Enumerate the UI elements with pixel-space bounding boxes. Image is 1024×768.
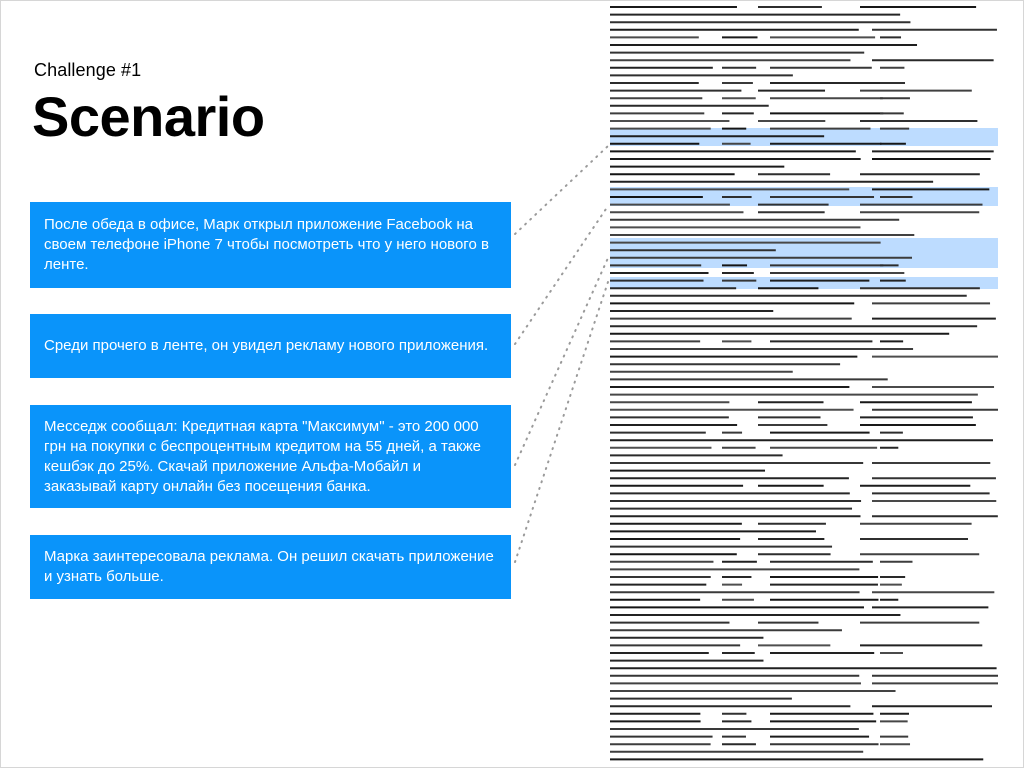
scenario-card-2 — [30, 314, 511, 378]
scenario-card-3 — [30, 405, 511, 508]
scenario-card-text: Среди прочего в ленте, он увидел рекламу нового приложения. — [44, 337, 489, 354]
challenge-label: Challenge #1 — [34, 60, 142, 80]
scenario-card-4 — [30, 535, 511, 599]
scenario-card-text: Месседж сообщал: Кредитная карта "Максимум" - это 200 000 грн на покупки с беспроцентным кредитом на 55 дней, а также кешбэк до 25%. Скачай приложение Альфа-Мобайл и заказывай карту онлайн без посещения банка. — [44, 417, 481, 495]
scenario-card-text: После обеда в офисе, Марк открыл приложение Facebook на своем телефоне iPhone 7 чтобы посмотреть что у него нового в ленте. — [44, 216, 489, 273]
scenario-card-1 — [30, 202, 511, 288]
slide-title: Scenario — [32, 85, 265, 148]
scenario-card-text: Марка заинтересовала реклама. Он решил скачать приложение и узнать больше. — [44, 548, 494, 585]
